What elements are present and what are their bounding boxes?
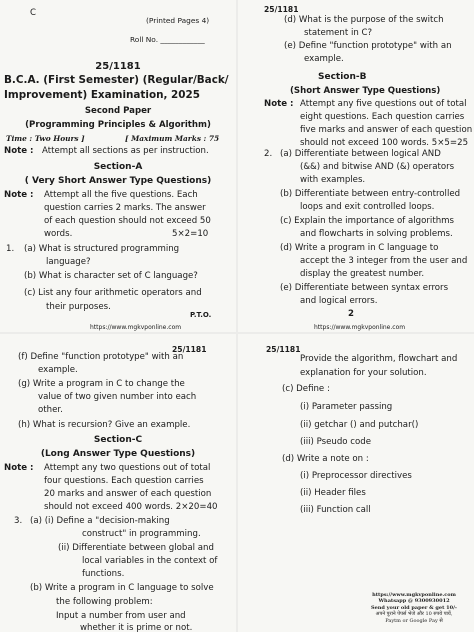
note2-label: Note : — [4, 190, 34, 200]
question-2a: (a) Differentiate between logical AND — [280, 149, 441, 159]
question-g-cont: value of two given number into each — [38, 392, 197, 402]
question-3a-ii-cont: functions. — [82, 569, 125, 579]
website-stamp — [360, 592, 468, 624]
stamp-line: Whatsapp @ 9300930012 — [378, 598, 450, 605]
question-f-cont: example. — [38, 365, 78, 375]
question-g-cont: other. — [38, 405, 63, 415]
exam-title-line2: Improvement) Examination, 2025 — [4, 89, 200, 101]
stamp-line: Paytm or Google Pay से — [385, 617, 443, 624]
section-b-title: Section-B — [318, 72, 367, 82]
question-c: (c) Define : — [282, 384, 330, 394]
question-d-item: (i) Preprocessor directives — [300, 471, 412, 481]
paper-code: 25/1181 — [95, 61, 141, 72]
question-1b: (b) What is character set of C language? — [24, 271, 198, 281]
note-label: Note : — [4, 463, 34, 473]
question-2c-cont: and flowcharts in solving problems. — [300, 229, 453, 239]
question-d: (d) Write a note on : — [282, 454, 369, 464]
note-line: five marks and answer of each question — [300, 125, 473, 135]
note-label: Note : — [264, 99, 294, 109]
question-c-item: (i) Parameter passing — [300, 402, 393, 412]
note-line: eight questions. Each question carries — [300, 112, 465, 122]
question-d-item: (ii) Header files — [300, 488, 366, 498]
question-number: 2. — [264, 149, 273, 159]
note-line: 20 marks and answer of each question — [44, 489, 212, 499]
note2-line: question carries 2 marks. The answer — [44, 203, 206, 213]
paper-code: 25/1181 — [264, 5, 299, 14]
question-h: (h) What is recursion? Give an example. — [18, 420, 191, 430]
question-3b: (b) Write a program in C language to solve — [30, 583, 214, 593]
question-3a-ii: (ii) Differentiate between global and — [58, 543, 214, 553]
question-f: (f) Define "function prototype" with an — [18, 352, 184, 362]
max-marks: [ Maximum Marks : 75 — [125, 134, 220, 143]
roll-no: Roll No. ____________ — [130, 35, 205, 44]
question-1a-cont: language? — [46, 257, 91, 267]
note2-line: words. — [44, 229, 73, 239]
stamp-line: अपने पुराने पेपर्स भेजे और 10 रुपये पायें, — [375, 611, 453, 618]
question-e-cont: example. — [304, 54, 344, 64]
question-2e-cont: and logical errors. — [300, 296, 378, 306]
question-3a-i-cont: construct" in programming. — [82, 529, 201, 539]
paper-code: 25/1181 — [172, 345, 207, 354]
question-2d-cont: accept the 3 integer from the user and — [300, 256, 468, 266]
question-1c: (c) List any four arithmetic operators and — [24, 288, 202, 298]
question-e: (e) Define "function prototype" with an — [284, 41, 452, 51]
corner-letter: C — [30, 8, 37, 18]
subject-name: (Programming Principles & Algorithm) — [25, 120, 211, 130]
section-c-title: Section-C — [93, 435, 143, 445]
question-g: (g) Write a program in C to change the — [18, 379, 185, 389]
paper-code: 25/1181 — [266, 345, 301, 354]
question-d-item: (iii) Function call — [300, 505, 371, 515]
section-c-subtitle: (Long Answer Type Questions) — [40, 449, 196, 459]
page-number: 2 — [348, 309, 354, 319]
question-number: 1. — [6, 244, 15, 254]
question-2e: (e) Differentiate between syntax errors — [280, 283, 449, 293]
question-2a-cont: (&&) and bitwise AND (&) operators — [300, 162, 455, 172]
question-2a-cont: with examples. — [300, 175, 366, 185]
note-line: four questions. Each question carries — [44, 476, 204, 486]
question-c-item: (iii) Pseudo code — [300, 437, 372, 447]
exam-title-line1: B.C.A. (First Semester) (Regular/Back/ — [4, 74, 229, 86]
question-3b-detail: Input a number from user and — [56, 611, 186, 621]
note2-line: of each question should not exceed 50 — [44, 216, 211, 226]
note2-line: Attempt all the five questions. Each — [44, 190, 198, 200]
exam-page-1 — [0, 0, 236, 332]
question-2b-cont: loops and exit controlled loops. — [300, 202, 435, 212]
question-2d: (d) Write a program in C language to — [280, 243, 439, 253]
question-3b-cont: the following problem: — [56, 597, 153, 607]
question-3a-i: (a) (i) Define a "decision-making — [30, 516, 170, 526]
question-3a-ii-cont: local variables in the context of — [82, 556, 218, 566]
question-1c-cont: their purposes. — [46, 302, 111, 312]
paper-number: Second Paper — [84, 106, 152, 116]
question-3b-detail: whether it is prime or not. — [80, 623, 193, 632]
question-1a: (a) What is structured programming — [24, 244, 180, 254]
note2-marks: 5×2=10 — [172, 229, 209, 239]
footer-url: https://www.mgkvponline.com — [90, 324, 182, 331]
question-2b: (b) Differentiate between entry-controlled — [280, 189, 461, 199]
question-c-item: (ii) getchar () and putchar() — [300, 420, 419, 430]
footer-url: https://www.mgkvponline.com — [314, 324, 406, 331]
question-2d-cont: display the greatest number. — [300, 269, 425, 279]
note-line: Attempt any two questions out of total — [44, 463, 211, 473]
section-a-title: Section-A — [93, 162, 143, 172]
question-intro: Provide the algorithm, flowchart and — [300, 354, 458, 364]
stamp-line: https://www.mgkvponline.com — [372, 591, 456, 598]
question-d: (d) What is the purpose of the switch — [284, 15, 444, 25]
exam-time: Time : Two Hours ] — [6, 134, 85, 143]
question-d-cont: statement in C? — [304, 28, 373, 38]
exam-page-4 — [238, 334, 474, 632]
question-2c: (c) Explain the importance of algorithms — [280, 216, 454, 226]
note-line: Attempt any five questions out of total — [300, 99, 467, 109]
pto-label: P.T.O. — [190, 311, 212, 319]
exam-page-3 — [0, 334, 236, 632]
section-b-subtitle: (Short Answer Type Questions) — [290, 86, 441, 96]
stamp-line: Send your old paper & get 10/- — [370, 604, 457, 611]
question-intro-cont: explanation for your solution. — [300, 368, 427, 378]
note-line: should not exceed 100 words. 5×5=25 — [300, 138, 469, 148]
note-line: should not exceed 400 words. 2×20=40 — [44, 502, 218, 512]
question-number: 3. — [14, 516, 23, 526]
exam-page-2 — [238, 0, 474, 332]
section-a-subtitle: ( Very Short Answer Type Questions) — [24, 176, 212, 186]
note-label: Note : — [4, 146, 34, 156]
printed-pages: (Printed Pages 4) — [146, 16, 210, 25]
note-text: Attempt all sections as per instruction. — [42, 146, 209, 156]
